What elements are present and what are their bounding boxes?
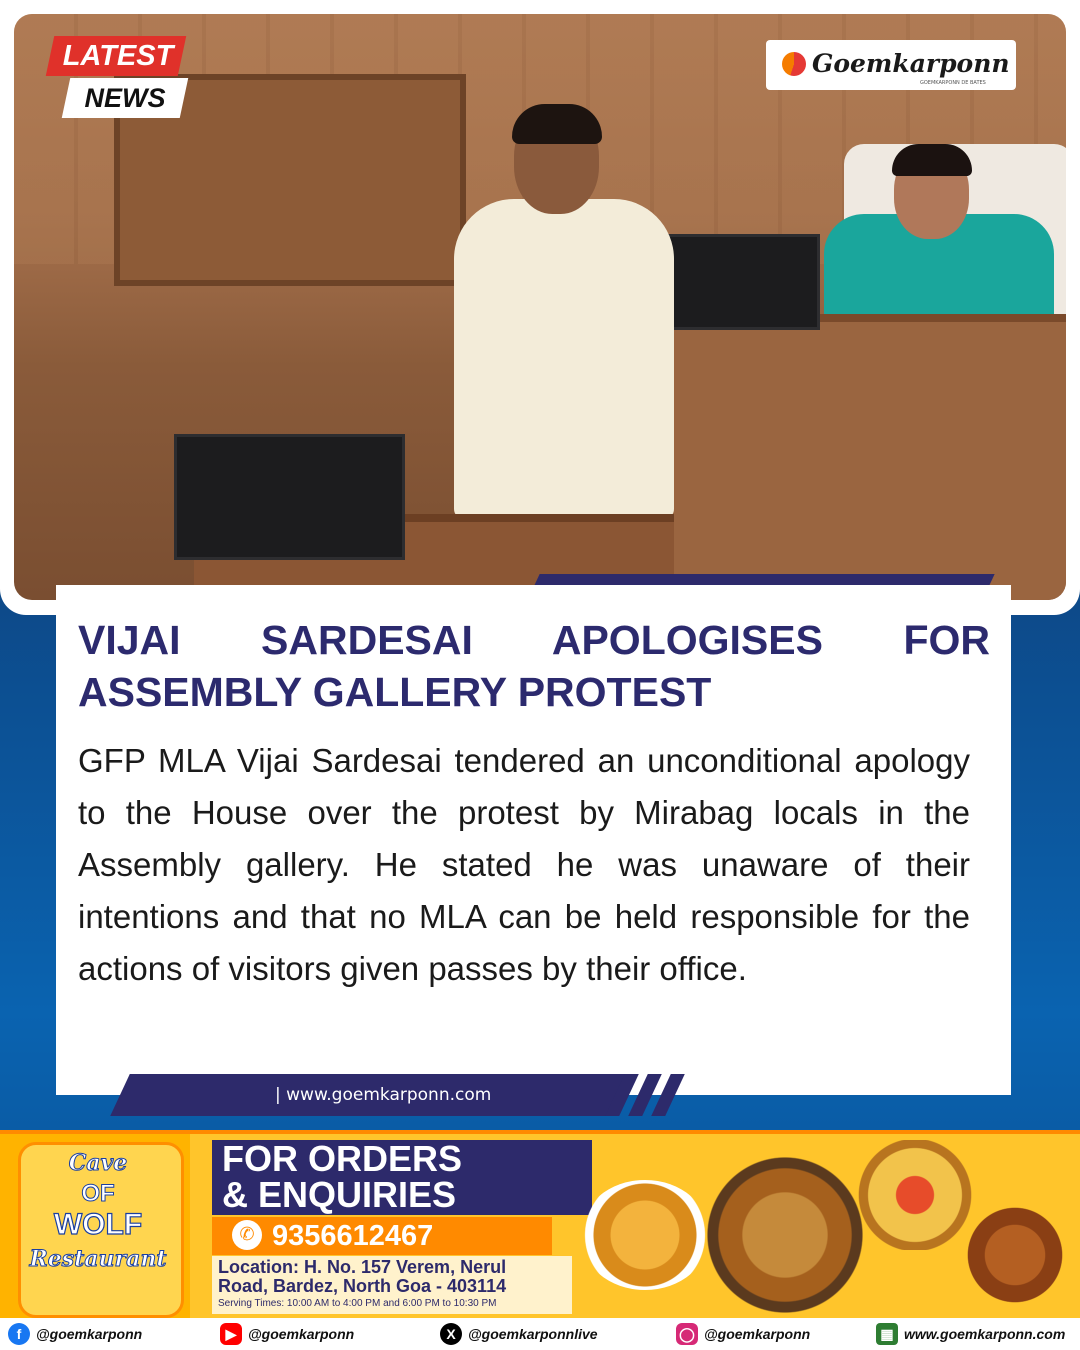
facebook-icon: f — [8, 1323, 30, 1345]
restaurant-logo-line: WOLF — [53, 1208, 143, 1241]
photo-monitor-left — [174, 434, 405, 560]
restaurant-logo-line: Restaurant — [29, 1246, 167, 1272]
social-youtube[interactable] — [220, 1322, 354, 1346]
brand-tagline: GOEMKARPONN DE BATES — [920, 80, 986, 86]
brand-name: Goemkarponn — [812, 49, 1010, 78]
photo-speaker-hair — [512, 104, 602, 144]
brand-logo-icon — [782, 52, 806, 76]
latest-badge: LATEST — [62, 40, 174, 72]
article-headline: VIJAI SARDESAI APOLOGISES FOR ASSEMBLY GALLERY PROTEST — [78, 617, 990, 715]
social-x[interactable] — [440, 1322, 598, 1346]
curry-image — [950, 1200, 1080, 1310]
ad-location: Location: H. No. 157 Verem, Nerul — [218, 1257, 507, 1277]
social-label: @goemkarponn — [248, 1326, 355, 1342]
social-label: www.goemkarponn.com — [904, 1326, 1066, 1342]
social-website[interactable] — [876, 1322, 1065, 1346]
photo-speaker-body — [454, 199, 674, 519]
phone-icon: ✆ — [232, 1220, 262, 1250]
footer-url[interactable]: | www.goemkarponn.com — [275, 1085, 492, 1105]
ad-serving-times: Serving Times: 10:00 AM to 4:00 PM and 6:00 PM to 10:30 PM — [218, 1298, 497, 1309]
social-instagram[interactable] — [676, 1322, 810, 1346]
x-icon: X — [440, 1323, 462, 1345]
restaurant-logo-line: OF — [81, 1180, 115, 1207]
youtube-icon: ▶ — [220, 1323, 242, 1345]
news-badge: NEWS — [84, 83, 166, 113]
social-label: @goemkarponnlive — [468, 1326, 598, 1342]
social-label: @goemkarponn — [36, 1326, 143, 1342]
instagram-icon: ◯ — [676, 1323, 698, 1345]
website-icon: ▦ — [876, 1323, 898, 1345]
restaurant-logo-line: Cave — [68, 1150, 128, 1176]
ad-heading: FOR ORDERS — [222, 1138, 463, 1179]
fries-image — [580, 1180, 710, 1290]
article-body: GFP MLA Vijai Sardesai tendered an unconditional apology to the House over the protest by Mirabag locals in the Assembly gallery. He stated he was unaware of their intentions and that no MLA can be held responsible for the actions of visitors given passes by their office. — [78, 742, 970, 987]
ad-location: Road, Bardez, North Goa - 403114 — [218, 1276, 507, 1296]
social-label: @goemkarponn — [704, 1326, 811, 1342]
photo-woman-hair — [892, 144, 972, 176]
photo-monitor-right — [664, 234, 820, 330]
social-facebook[interactable] — [8, 1322, 142, 1346]
ad-heading: & ENQUIRIES — [222, 1174, 457, 1215]
photo-desk-right — [654, 314, 1066, 600]
ad-phone-number[interactable]: 9356612467 — [272, 1220, 434, 1252]
